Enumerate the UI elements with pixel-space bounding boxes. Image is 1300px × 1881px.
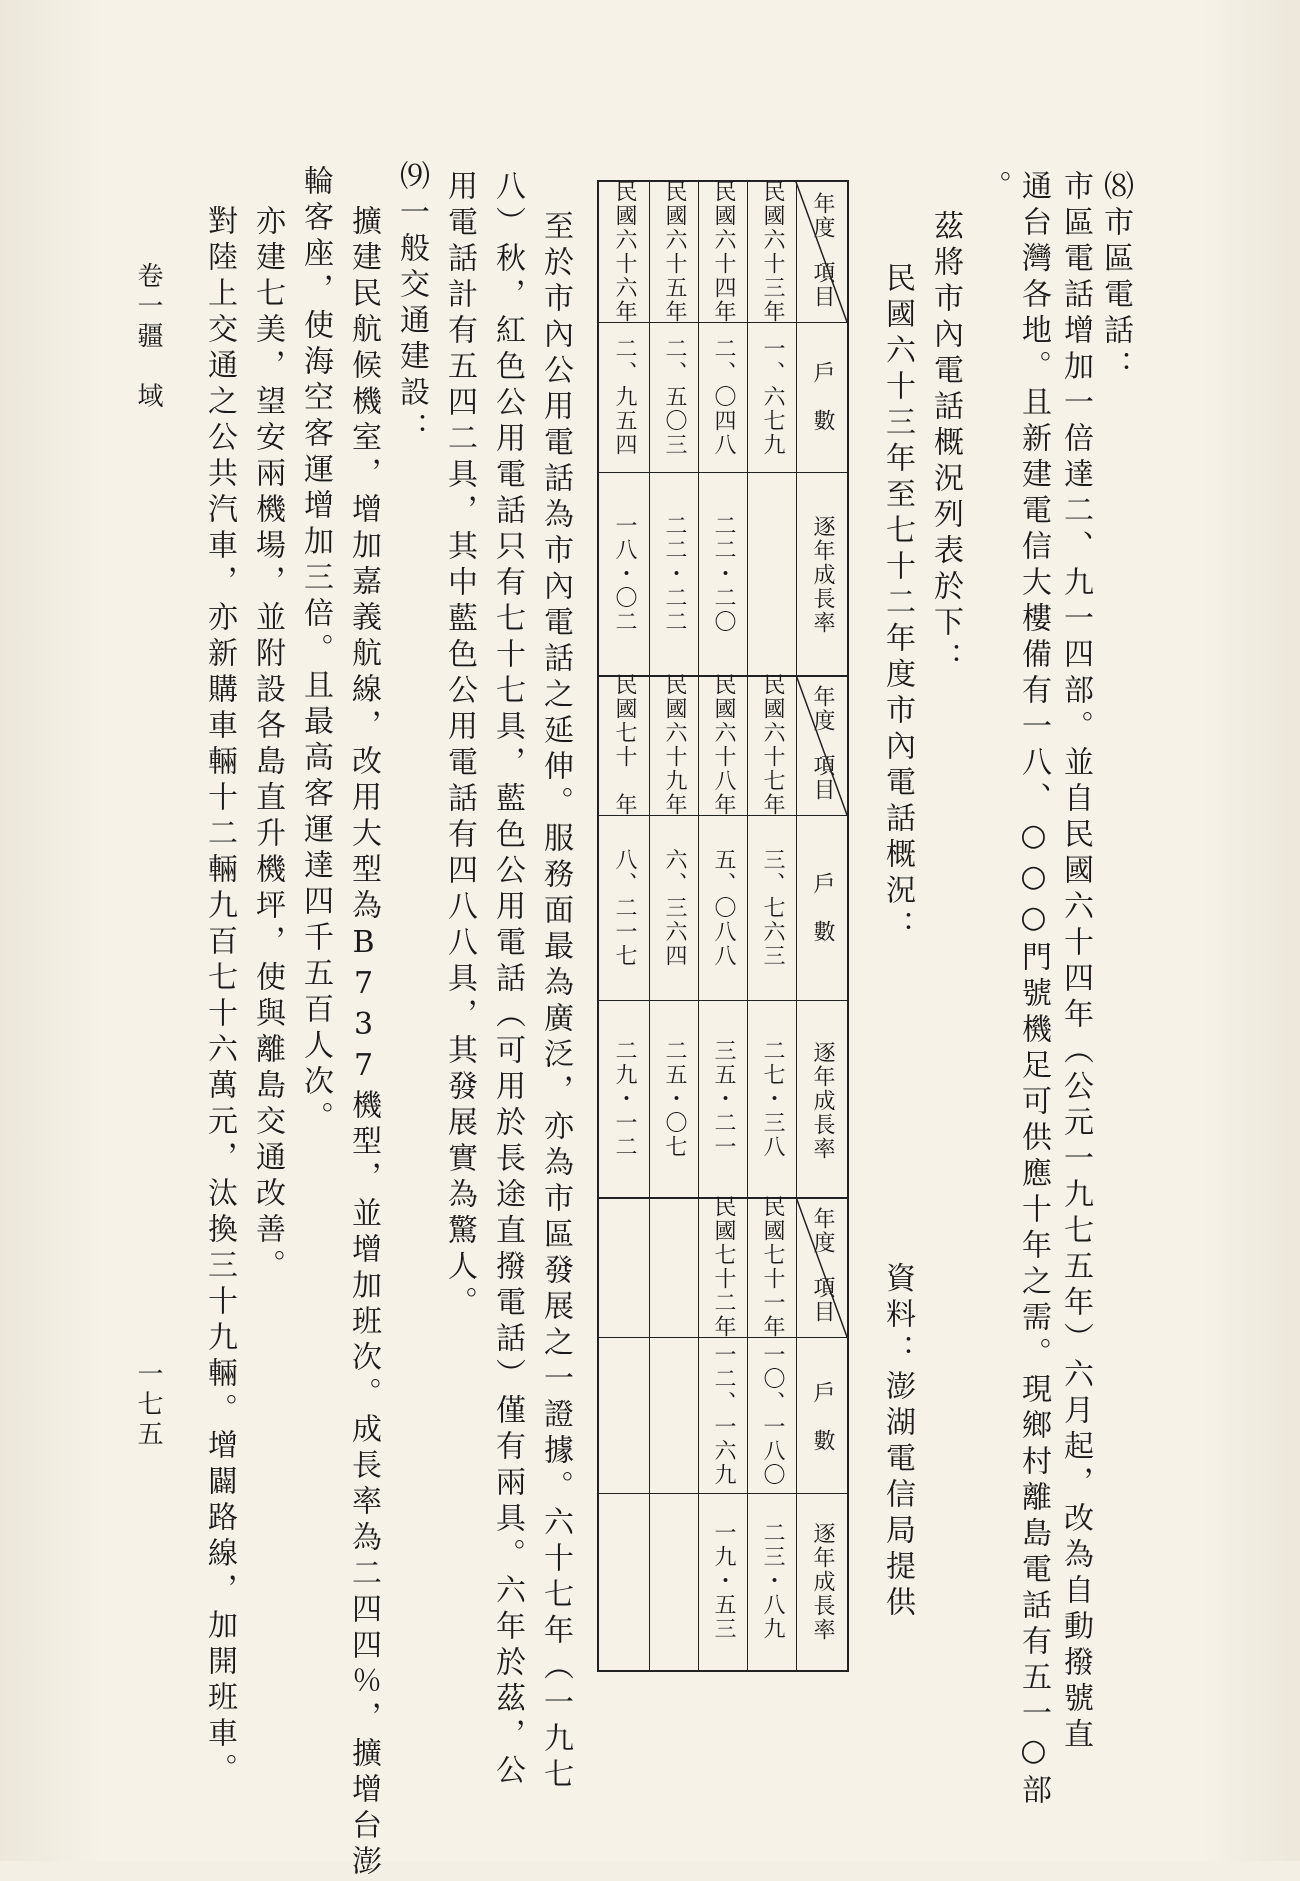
households-cell: 五、〇八八 xyxy=(711,847,736,968)
table-source: 資料：澎湖電信局提供 xyxy=(880,1262,915,1622)
households-cell: 六、三六四 xyxy=(662,847,687,968)
growth-cell: 二三・八九 xyxy=(760,1520,785,1641)
year-cell: 民國六十四年 xyxy=(711,180,736,324)
volume-label: 卷一疆 域 xyxy=(133,262,163,412)
households-cell: 二、〇四八 xyxy=(711,337,736,457)
header-households: 戶 數 xyxy=(810,871,835,944)
header-year: 年度 xyxy=(810,192,835,240)
section-9-line-4: 對陸上交通之公共汽車，亦新購車輛十二輛九百七十六萬元，汰換三十九輛。增闢路線，加開班車。 xyxy=(202,205,237,1789)
section-8-line-1: 市區電話增加一倍達二、九一四部。並自民國六十四年（公元一九七五年）六月起，改為自動撥號直 xyxy=(1058,170,1093,1754)
header-year: 年度 xyxy=(810,1207,835,1255)
header-households: 戶 數 xyxy=(810,1381,835,1453)
section-8-heading: ⑻市區電話： xyxy=(1098,170,1133,386)
header-growth: 逐年成長率 xyxy=(810,1040,835,1161)
section-8-line-3: 。 xyxy=(976,170,1011,206)
header-item: 項目 xyxy=(810,1276,835,1324)
year-cell: 民國七十二年 xyxy=(711,1195,736,1339)
section-9-line-2: 輪客座，使海空客運增加三倍。且最高客運達四千五百人次。 xyxy=(298,165,333,1137)
header-item: 項目 xyxy=(810,261,835,309)
public-phone-line-3: 用電話計有五四二具，其中藍色公用電話有四八八具，其發展實為驚人。 xyxy=(442,170,477,1322)
growth-cell: 二七・三八 xyxy=(760,1038,785,1159)
section-9-line-1: 擴建民航候機室，增加嘉義航線，改用大型為B737機型，並增加班次。成長率為二四四％，擴增台澎 xyxy=(346,205,381,1881)
year-cell: 民國六十三年 xyxy=(760,180,785,324)
year-cell: 民國六十七年 xyxy=(760,673,785,817)
growth-cell: 一八・〇二 xyxy=(612,513,637,634)
section-8-line-2: 通台灣各地。且新建電信大樓備有一八、○○○門號機足可供應十年之需。現鄉村離島電話有五一○部 xyxy=(1016,170,1051,1810)
households-cell: 二、五〇三 xyxy=(662,337,687,457)
growth-cell: 二二・二二 xyxy=(662,513,687,634)
public-phone-line-1: 至於市內公用電話為市內電話之延伸。服務面最為廣泛，亦為市區發展之一證據。六十七年（一九七 xyxy=(538,210,573,1794)
table-intro: 茲將市內電話概況列表於下： xyxy=(928,210,963,678)
households-cell: 八、二一七 xyxy=(612,847,637,968)
households-cell: 一〇、一八〇 xyxy=(760,1343,785,1487)
phone-table xyxy=(597,180,849,1672)
growth-cell: 二五・〇七 xyxy=(662,1038,687,1159)
growth-cell: 三五・二一 xyxy=(711,1038,736,1159)
households-cell: 一二、一六九 xyxy=(711,1343,736,1487)
table-title: 民國六十三年至七十二年度市內電話概況： xyxy=(880,262,915,946)
growth-cell xyxy=(747,472,797,675)
section-9-heading: ⑼一般交通建設： xyxy=(394,160,429,448)
year-cell: 民國六十九年 xyxy=(662,673,687,817)
public-phone-line-2: 八）秋，紅色公用電話只有七十七具，藍色公用電話（可用於長途直撥電話）僅有兩具。六年於茲，公 xyxy=(490,170,525,1790)
growth-cell: 二九・一二 xyxy=(612,1038,637,1159)
header-households: 戶 數 xyxy=(810,361,835,433)
header-year: 年度 xyxy=(810,685,835,733)
households-cell: 三、七六三 xyxy=(760,847,785,968)
growth-cell: 一九・五三 xyxy=(711,1520,736,1641)
year-cell: 民國七十一年 xyxy=(760,1195,785,1339)
year-cell: 民國六十五年 xyxy=(662,180,687,324)
households-cell: 一、六七九 xyxy=(760,337,785,457)
header-item: 項目 xyxy=(810,754,835,802)
section-9-line-3: 亦建七美，望安兩機場，並附設各島直升機坪，使與離島交通改善。 xyxy=(250,205,285,1285)
header-growth: 逐年成長率 xyxy=(810,514,835,635)
year-cell: 民國六十八年 xyxy=(711,673,736,817)
year-cell: 民國七十 年 xyxy=(612,673,637,817)
page-number: 一七五 xyxy=(133,1360,163,1450)
header-growth: 逐年成長率 xyxy=(810,1522,835,1642)
growth-cell: 二二・二〇 xyxy=(711,513,736,634)
households-cell: 二、九五四 xyxy=(612,337,637,457)
year-cell: 民國六十六年 xyxy=(612,180,637,324)
